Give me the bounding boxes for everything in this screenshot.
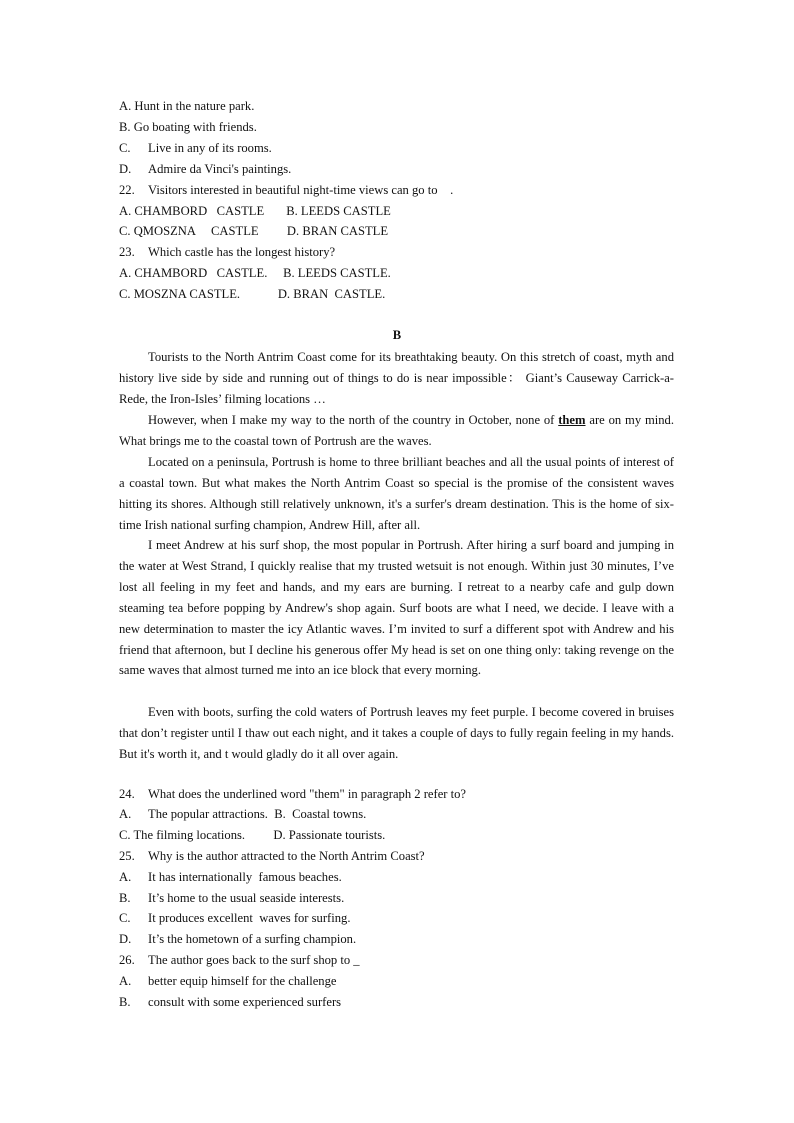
q21-option-b: B. Go boating with friends. [119,120,257,134]
q22-options-ab: A. CHAMBORD CASTLE B. LEEDS CASTLE [119,204,391,218]
q26-option-b: B. consult with some experienced surfers [119,995,342,1009]
q21-option-c: C. Live in any of its rooms. [119,141,272,155]
q24-stem: 24. What does the underlined word "them" in paragraph 2 refer to? [119,787,467,801]
passage-paragraph-1: Tourists to the North Antrim Coast come for its breathtaking beauty. On this stretch of coast, myth and history live side by side and running out of things to do is near impossible： Giant’s Causeway Carrick-a-Rede, the Iron-Isles’ filming locations … [119,350,674,406]
passage-paragraph-3: Located on a peninsula, Portrush is home to three brilliant beaches and all the usual points of interest of a coastal town. But what makes the North Antrim Coast so special is the promise of the consistent waves hitting its shores. Although still relatively unknown, it's a surfer's dream destination. This is the home of six-time Irish national surfing champion, Andrew Hill, after all. [119,455,674,532]
q23-stem: 23. Which castle has the longest history? [119,245,336,259]
section-title: B [392,328,402,342]
passage-paragraph-5: Even with boots, surfing the cold waters of Portrush leaves my feet purple. I become covered in bruises that don’t register until I thaw out each night, and it takes a couple of days to fully regain feeling in my hands. But it's worth it, and t would gladly do it all over again. [119,705,674,761]
q25-option-a: A. It has internationally famous beaches. [119,870,342,884]
q21-option-a: A. Hunt in the nature park. [119,99,255,113]
q24-options-ab: A. The popular attractions. B. Coastal towns. [119,807,367,821]
q22-options-cd: C. QMOSZNA CASTLE D. BRAN CASTLE [119,224,389,238]
q25-stem: 25. Why is the author attracted to the North Antrim Coast? [119,849,425,863]
underlined-word: them [558,413,586,427]
q25-option-d: D. It’s the hometown of a surfing champion. [119,932,357,946]
q22-stem: 22. Visitors interested in beautiful night-time views can go to . [119,183,454,197]
passage-paragraph-4: I meet Andrew at his surf shop, the most popular in Portrush. After hiring a surf board and jumping in the water at West Strand, I quickly realise that my trusted wetsuit is not enough. Within just 30 minutes, I’ve lost all feeling in my feet and hands, and my ears are burning. I retreat to a nearby cafe and gulp down steaming tea before popping by Andrew's shop again. Surf boots are what I need, we decide. I leave with a new determination to master the icy Atlantic waves. I’m invited to surf a different spot with Andrew and his friend that afternoon, but I decline his generous offer My head is set on one thing only: taking revenge on the same waves that almost turned me into an ice block that every morning. [119,538,674,678]
q24-options-cd: C. The filming locations. D. Passionate tourists. [119,828,386,842]
q26-option-a: A. better equip himself for the challenge [119,974,337,988]
q23-options-cd: C. MOSZNA CASTLE. D. BRAN CASTLE. [119,287,386,301]
q26-stem: 26. The author goes back to the surf shop to _ [119,953,360,967]
q23-options-ab: A. CHAMBORD CASTLE. B. LEEDS CASTLE. [119,266,391,280]
passage-paragraph-2: However, when I make my way to the north of the country in October, none of them are on my mind. What brings me to the coastal town of Portrush are the waves. [119,413,674,448]
q21-option-d: D. Admire da Vinci's paintings. [119,162,292,176]
q25-option-b: B. It’s home to the usual seaside interests. [119,891,345,905]
q25-option-c: C. It produces excellent waves for surfing. [119,911,351,925]
